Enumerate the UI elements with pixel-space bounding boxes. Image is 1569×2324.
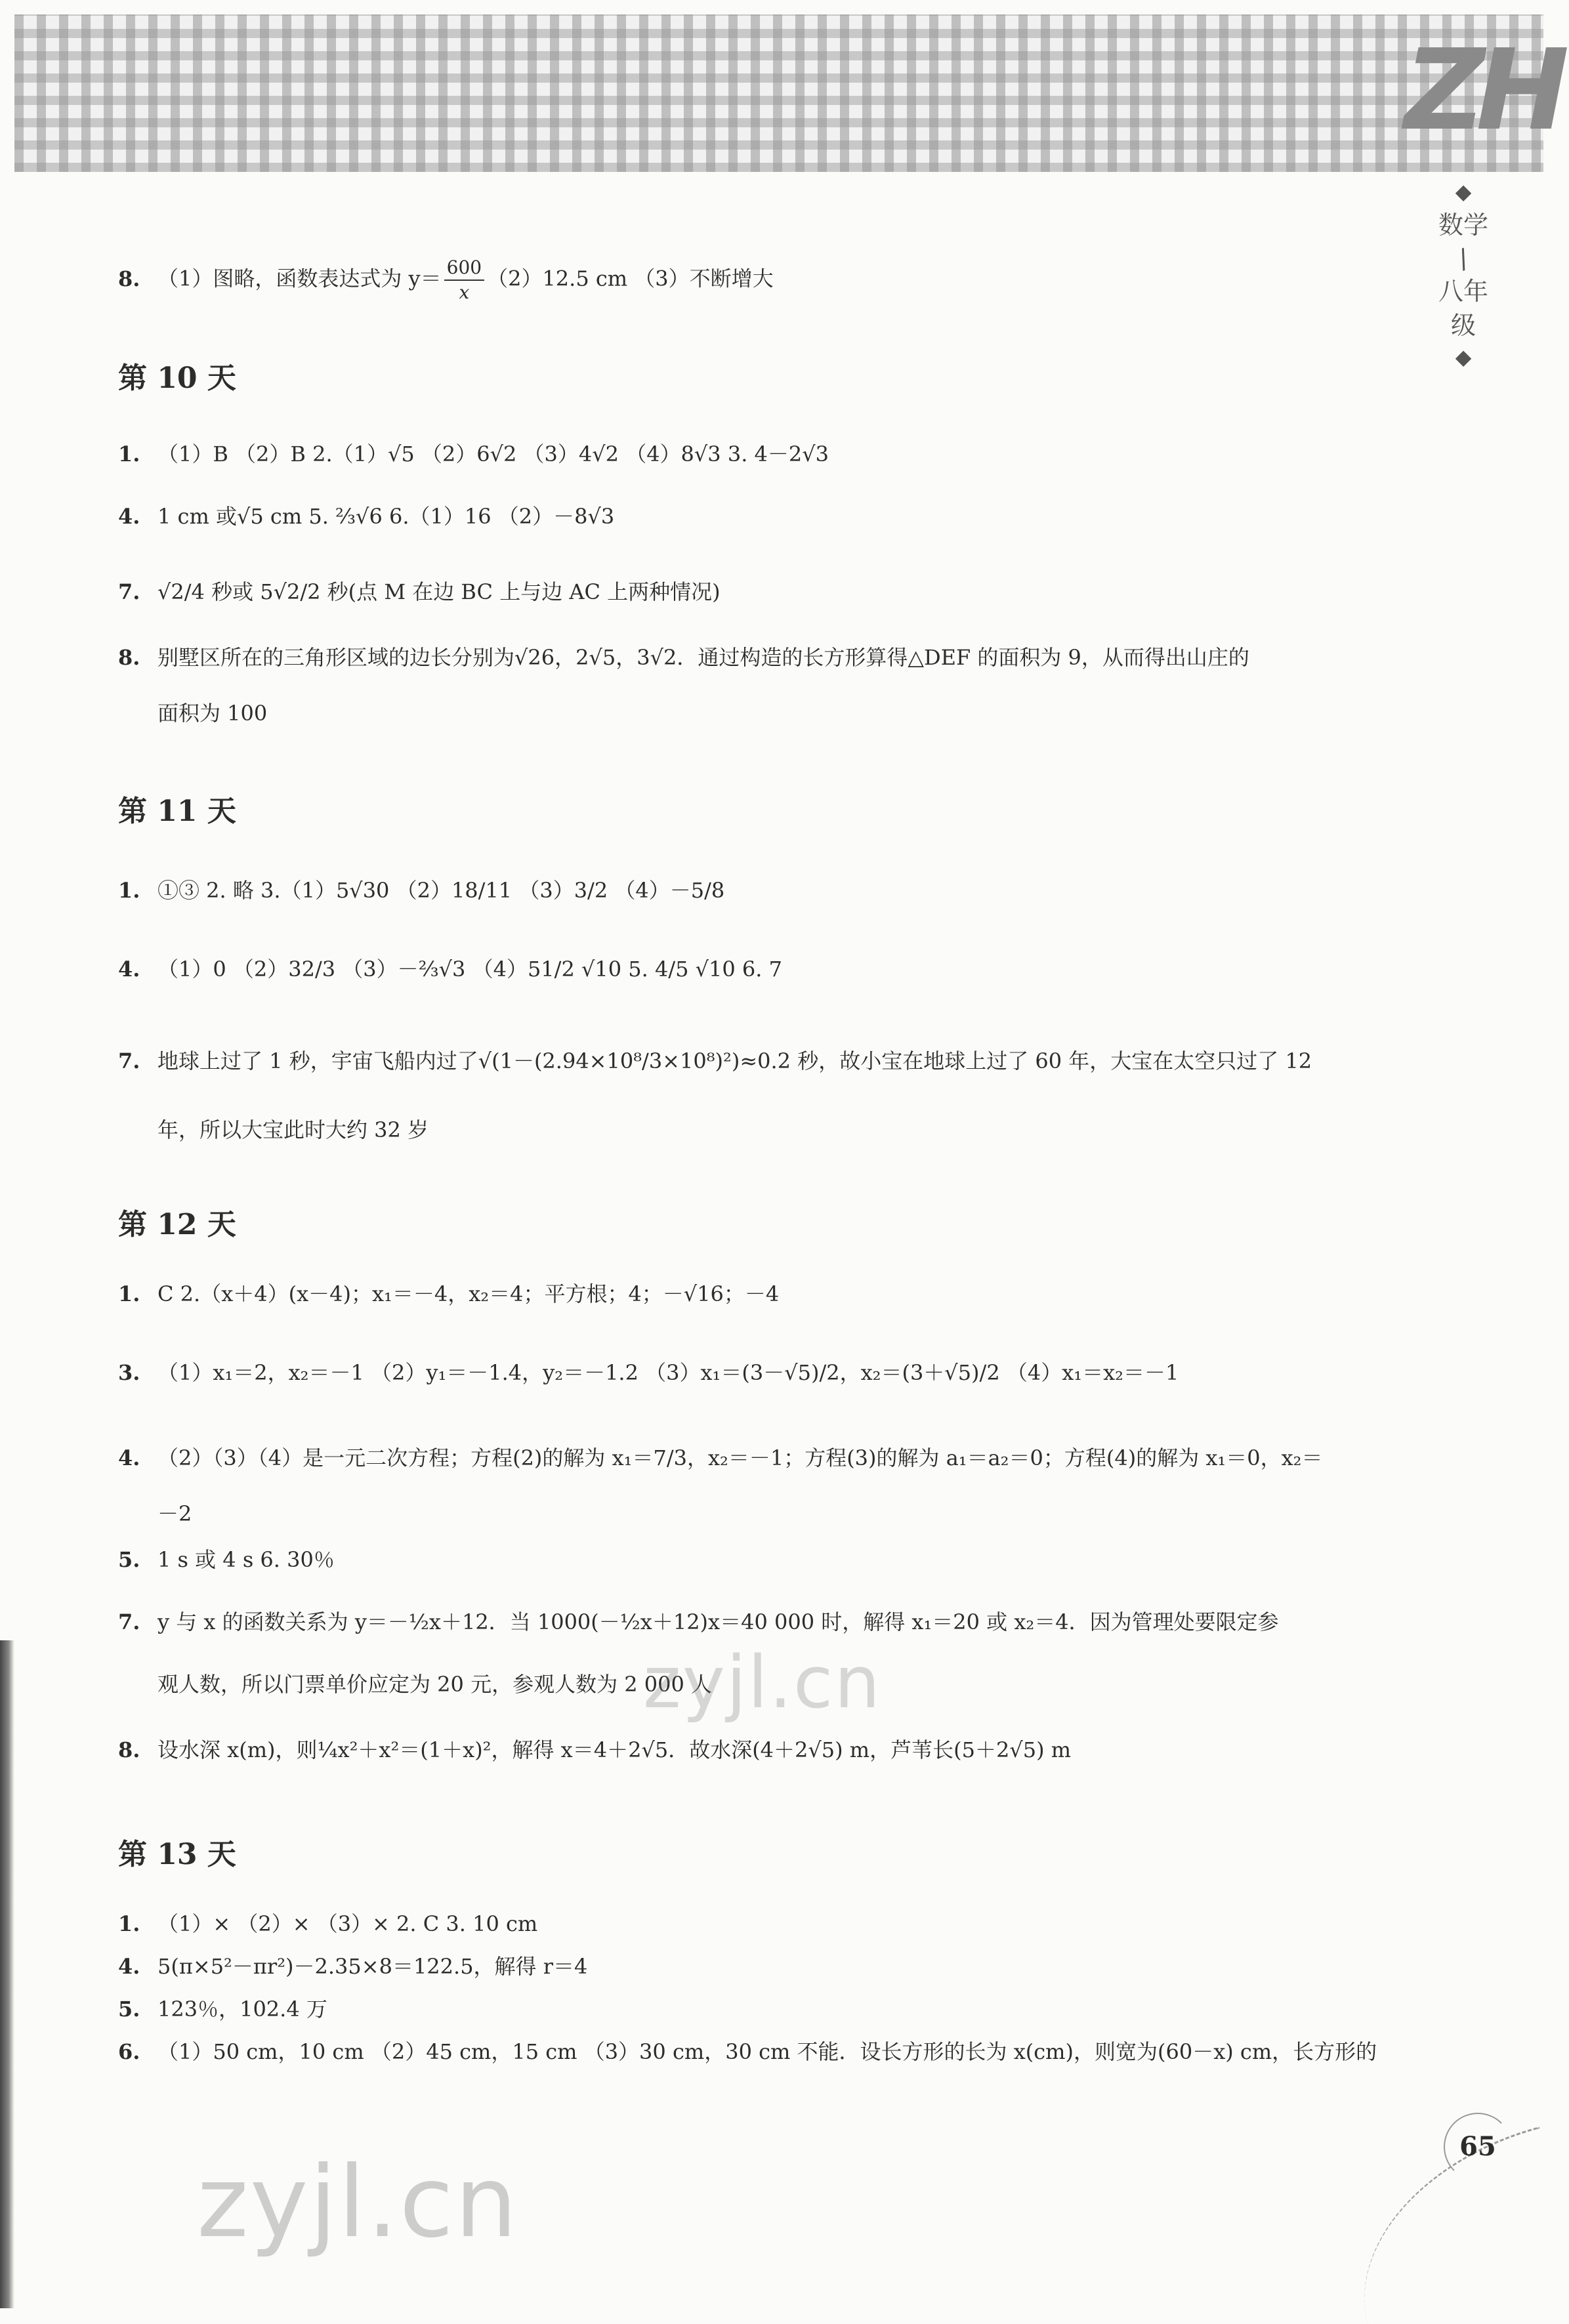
answer-line [118,1909,1404,1938]
answer-line [118,1735,1404,1764]
answer-text: 123％，102.4 万 [157,1997,327,2022]
scan-edge-shadow [0,1640,14,2308]
question-number: 7. [118,1048,140,1073]
question-number: 5. [118,1547,140,1572]
separator: / [1454,243,1473,275]
answer-line [118,256,1404,304]
page-number: 65 [1444,2113,1512,2181]
answer-line [118,502,1404,531]
answer-line [118,2037,1404,2066]
question-number: 4. [118,504,140,529]
series-logo: ZH [1404,26,1560,156]
answer-line [118,955,1404,984]
question-number: 5. [118,1997,140,2022]
fraction [444,256,484,304]
answer-text: 地球上过了 1 秒，宇宙飞船内过了√(1－(2.94×10⁸/3×10⁸)²)≈0.2 秒，故小宝在地球上过了 60 年，大宝在太空只过了 12 [157,1048,1312,1073]
question-number: 4. [118,957,140,982]
answer-text: 1 s 或 4 s 6. 30％ [157,1547,335,1572]
watermark: zyjl.cn [643,1640,882,1724]
header-pattern [14,14,1560,172]
question-number: 8. [118,266,140,291]
question-number: 1. [118,1911,140,1936]
question-number: 1. [118,878,140,903]
answer-line [118,440,1404,468]
answer-text: 设水深 x(m)，则¼x²＋x²＝(1＋x)²，解得 x＝4＋2√5．故水深(4＋2√5) m，芦苇长(5＋2√5) m [157,1737,1072,1762]
answer-text: y 与 x 的函数关系为 y＝－½x＋12．当 1000(－½x＋12)x＝40 000 时，解得 x₁＝20 或 x₂＝4．因为管理处要限定参 [157,1609,1279,1634]
answer-text: （1）x₁＝2，x₂＝－1 （2）y₁＝－1.4，y₂＝－1.2 （3）x₁＝(3－√5)/2，x₂＝(3＋√5)/2 （4）x₁＝x₂＝－1 [157,1360,1179,1385]
answer-line [118,1047,1404,1075]
answer-text: （1）B （2）B 2.（1）√5 （2）6√2 （3）4√2 （4）8√3 3. 4－2√3 [157,442,829,467]
answer-text: ①③ 2. 略 3.（1）5√30 （2）18/11 （3）3/2 （4）－5/8 [157,878,725,903]
diamond-icon: ◆ [1455,344,1472,369]
answer-text: 5(π×5²－πr²)－2.35×8＝122.5，解得 r＝4 [157,1954,588,1979]
answer-line [118,1279,1404,1308]
side-label [1437,177,1490,371]
answer-line [118,1952,1404,1981]
denominator: x [459,281,470,303]
section-title-day13: 第 13 天 [118,1838,236,1871]
section-title-day12: 第 12 天 [118,1208,236,1241]
question-number: 4. [118,1445,140,1470]
answer-line-continued: －2 [157,1501,192,1526]
section-title-day10: 第 10 天 [118,362,236,395]
question-number: 3. [118,1360,140,1385]
answer-line [118,876,1404,905]
answer-text: （1）× （2）× （3）× 2. C 3. 10 cm [157,1911,538,1936]
answer-line [118,643,1404,672]
answer-line [118,1545,1404,1574]
question-number: 6. [118,2039,140,2064]
question-number: 4. [118,1954,140,1979]
grade-label: 八年级 [1438,277,1488,340]
answer-text: √2/4 秒或 5√2/2 秒(点 M 在边 BC 上与边 AC 上两种情况) [157,579,721,604]
answer-text: 别墅区所在的三角形区域的边长分别为√26，2√5，3√2．通过构造的长方形算得△DEF 的面积为 9，从而得出山庄的 [157,645,1249,670]
answer-line [118,1608,1404,1636]
answer-line-continued: 面积为 100 [157,701,268,726]
question-number: 8. [118,645,140,670]
question-number: 1. [118,1281,140,1306]
subject-label: 数学 [1438,211,1488,239]
question-number: 8. [118,1737,140,1762]
answer-line-continued: 年，所以大宝此时大约 32 岁 [157,1117,429,1142]
answer-line [118,1995,1404,2023]
answer-segment: （2）12.5 cm （3）不断增大 [487,266,774,291]
answer-text: （1）0 （2）32/3 （3）－⅔√3 （4）51/2 √10 5. 4/5 √10 6. 7 [157,957,782,982]
answer-line-continued: 观人数，所以门票单价应定为 20 元，参观人数为 2 000 人 [157,1672,713,1697]
question-number: 7. [118,1609,140,1634]
answer-line [118,1358,1404,1387]
answer-segment: （1）图略，函数表达式为 y＝ [157,266,442,291]
answer-text: 1 cm 或√5 cm 5. ⅔√6 6.（1）16 （2）－8√3 [157,504,615,529]
question-number: 7. [118,579,140,604]
answer-line [118,1443,1404,1472]
answer-text [157,256,774,304]
numerator: 600 [444,256,484,281]
answer-text: C 2.（x＋4）(x－4)；x₁＝－4，x₂＝4；平方根；4；－√16；－4 [157,1281,780,1306]
section-title-day11: 第 11 天 [118,795,236,828]
answer-line [118,577,1404,606]
diamond-icon: ◆ [1455,179,1472,204]
question-number: 1. [118,442,140,467]
answer-text: （2）（3）（4）是一元二次方程；方程(2)的解为 x₁＝7/3，x₂＝－1；方程(3)的解为 a₁＝a₂＝0；方程(4)的解为 x₁＝0，x₂＝ [157,1445,1323,1470]
watermark: zyjl.cn [197,2146,519,2260]
answer-text: （1）50 cm，10 cm （2）45 cm，15 cm （3）30 cm，30 cm 不能．设长方形的长为 x(cm)，则宽为(60－x) cm，长方形的 [157,2039,1377,2064]
